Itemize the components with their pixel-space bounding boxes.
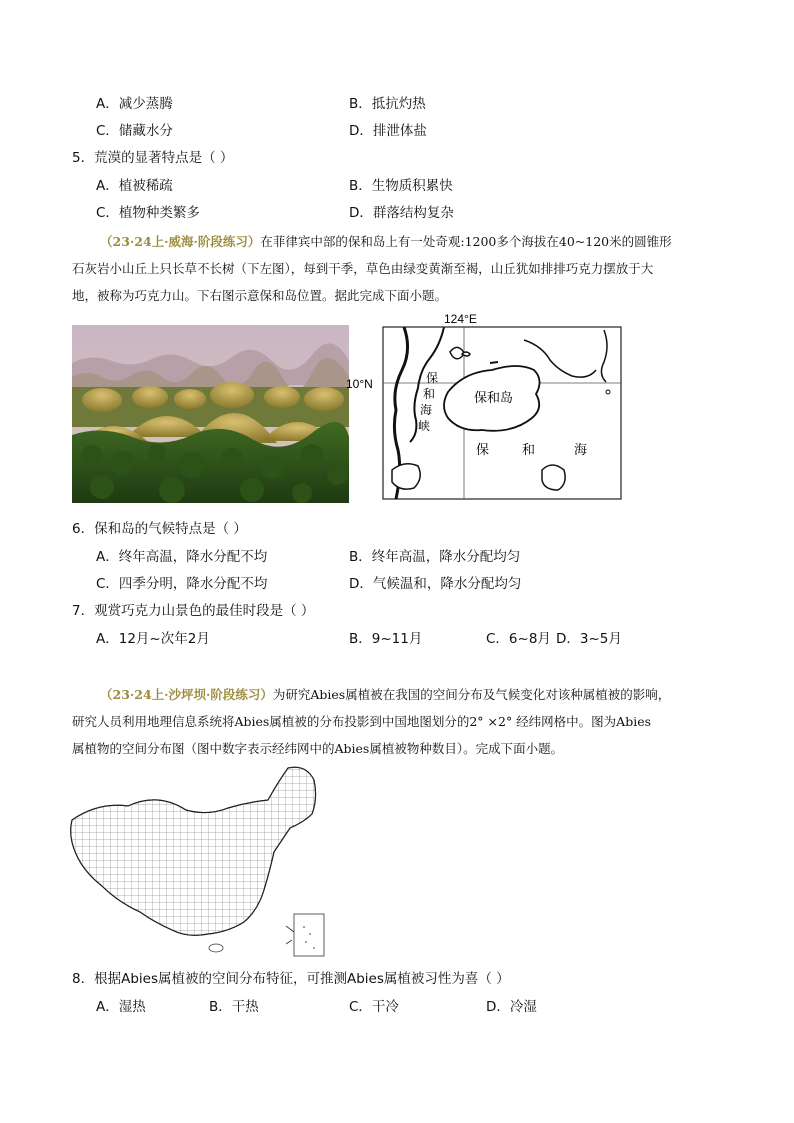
q6-option-a: A．终年高温，降水分配不均: [96, 549, 268, 565]
q5-stem: 5．荒漠的显著特点是（ ）: [72, 150, 234, 166]
passage1-line2: 石灰岩小山丘上只长草不长树（下左图），每到干季，草色由绿变黄渐至褐，山丘犹如排排巧克力摆放于大: [72, 261, 654, 276]
map1-strait-char-4: 峡: [418, 419, 431, 433]
q7-option-c: C．6~8月: [486, 631, 551, 647]
passage1-line1: （23·24上·威海·阶段练习）在菲律宾中部的保和岛上有一处奇观:1200多个海拔在40~120米的圆锥形: [100, 234, 672, 249]
map1-strait-char-1: 保: [426, 371, 439, 385]
q7-option-b: B．9~11月: [349, 631, 423, 647]
map1-lon-label: 124°E: [444, 312, 477, 326]
q5-option-a: A．植被稀疏: [96, 178, 173, 194]
q6-stem: 6．保和岛的气候特点是（ ）: [72, 521, 247, 537]
map1-island-label: 保和岛: [474, 391, 514, 406]
map1-sea-char-1: 保: [476, 443, 490, 458]
map1-sea-char-2: 和: [522, 443, 536, 458]
q6-option-c: C．四季分明，降水分配不均: [96, 576, 268, 592]
q7-option-a: A．12月~次年2月: [96, 631, 210, 647]
q8-option-c: C．干冷: [349, 999, 399, 1015]
q6-option-b: B．终年高温，降水分配均匀: [349, 549, 521, 565]
q5-option-c: C．植物种类繁多: [96, 205, 200, 221]
chocolate-hills-photo: [72, 325, 349, 503]
passage2-line3: 属植物的空间分布图（图中数字表示经纬网中的Abies属植被物种数目）。完成下面小题。: [72, 741, 564, 756]
q8-option-b: B．干热: [209, 999, 259, 1015]
q7-stem: 7．观赏巧克力山景色的最佳时段是（ ）: [72, 603, 315, 619]
q8-stem: 8．根据Abies属植被的空间分布特征，可推测Abies属植被习性为喜（ ）: [72, 971, 510, 987]
passage1-source: （23·24上·威海·阶段练习）: [100, 234, 261, 249]
q4-option-b: B．抵抗灼热: [349, 96, 426, 112]
chocolate-hills-illustration: [72, 325, 349, 503]
q8-option-d: D．冷湿: [486, 999, 537, 1015]
bohol-location-map: [346, 310, 624, 505]
q8-option-a: A．湿热: [96, 999, 146, 1015]
passage1-line3: 地，被称为巧克力山。下右图示意保和岛位置。据此完成下面小题。: [72, 288, 448, 303]
q5-option-b: B．生物质积累快: [349, 178, 453, 194]
q4-option-d: D．排泄体盐: [349, 123, 427, 139]
q5-option-d: D．群落结构复杂: [349, 205, 454, 221]
q4-option-c: C．储藏水分: [96, 123, 173, 139]
map1-strait-char-2: 和: [423, 387, 436, 401]
passage2-line2: 研究人员利用地理信息系统将Abies属植被的分布投影到中国地图划分的2° ×2° 经纬网格中。图为Abies: [72, 714, 652, 729]
map1-lat-label: 10°N: [346, 377, 373, 391]
passage2-line1: （23·24上·沙坪坝·阶段练习）为研究Abies属植被在我国的空间分布及气候变化对该种属植被的影响，: [100, 687, 671, 702]
abies-distribution-map: [68, 762, 330, 962]
q6-option-d: D．气候温和，降水分配均匀: [349, 576, 522, 592]
q7-option-d: D．3~5月: [556, 631, 622, 647]
q4-option-a: A．减少蒸腾: [96, 96, 173, 112]
passage2-source: （23·24上·沙坪坝·阶段练习）: [100, 687, 273, 702]
map1-sea-char-3: 海: [574, 443, 588, 458]
map1-strait-char-3: 海: [420, 403, 433, 417]
